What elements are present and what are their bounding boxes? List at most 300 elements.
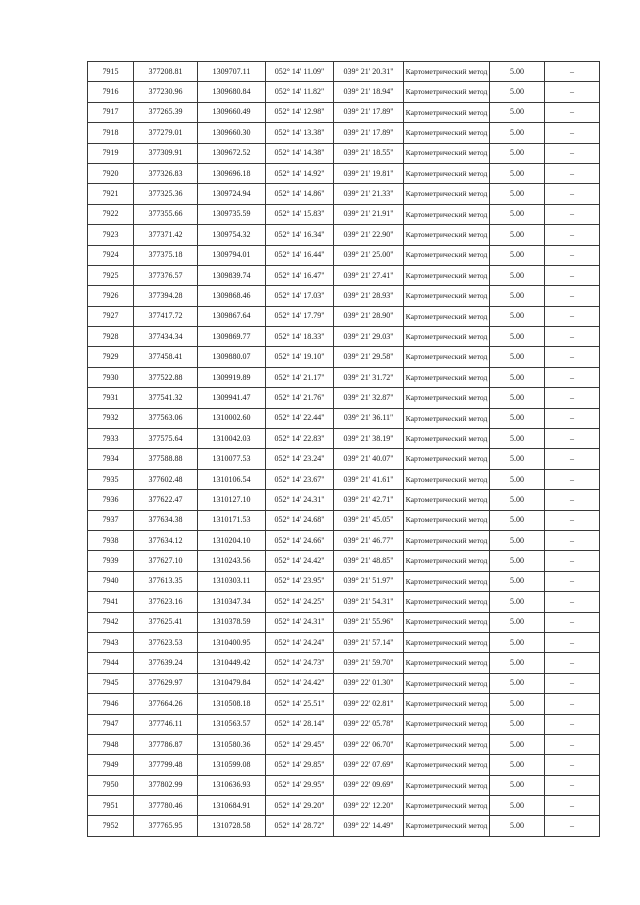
- longitude-cell: 039° 21' 45.05": [334, 510, 404, 530]
- y-coordinate-cell: 1310479.84: [198, 673, 266, 693]
- accuracy-cell: 5.00: [490, 694, 545, 714]
- accuracy-cell: 5.00: [490, 592, 545, 612]
- method-cell: Картометрический метод: [404, 734, 490, 754]
- x-coordinate-cell: 377309.91: [134, 143, 198, 163]
- point-number-cell: 7928: [88, 327, 134, 347]
- method-cell: Картометрический метод: [404, 306, 490, 326]
- table-row: [88, 469, 600, 489]
- coordinates-table-body: [88, 62, 600, 837]
- y-coordinate-cell: 1310042.03: [198, 429, 266, 449]
- accuracy-cell: 5.00: [490, 388, 545, 408]
- latitude-cell: 052° 14' 16.44": [266, 245, 334, 265]
- method-cell: Картометрический метод: [404, 510, 490, 530]
- latitude-cell: 052° 14' 17.03": [266, 286, 334, 306]
- latitude-cell: 052° 14' 19.10": [266, 347, 334, 367]
- latitude-cell: 052° 14' 25.51": [266, 694, 334, 714]
- longitude-cell: 039° 22' 01.30": [334, 673, 404, 693]
- description-cell: –: [545, 469, 600, 489]
- y-coordinate-cell: 1310636.93: [198, 775, 266, 795]
- point-number-cell: 7927: [88, 306, 134, 326]
- table-row: [88, 755, 600, 775]
- accuracy-cell: 5.00: [490, 632, 545, 652]
- latitude-cell: 052° 14' 24.42": [266, 551, 334, 571]
- table-row: [88, 327, 600, 347]
- table-row: [88, 388, 600, 408]
- method-cell: Картометрический метод: [404, 123, 490, 143]
- description-cell: –: [545, 204, 600, 224]
- accuracy-cell: 5.00: [490, 265, 545, 285]
- method-cell: Картометрический метод: [404, 816, 490, 836]
- x-coordinate-cell: 377634.38: [134, 510, 198, 530]
- method-cell: Картометрический метод: [404, 673, 490, 693]
- x-coordinate-cell: 377371.42: [134, 225, 198, 245]
- latitude-cell: 052° 14' 16.34": [266, 225, 334, 245]
- longitude-cell: 039° 21' 54.31": [334, 592, 404, 612]
- latitude-cell: 052° 14' 28.72": [266, 816, 334, 836]
- description-cell: –: [545, 184, 600, 204]
- table-row: [88, 510, 600, 530]
- method-cell: Картометрический метод: [404, 551, 490, 571]
- longitude-cell: 039° 22' 06.70": [334, 734, 404, 754]
- description-cell: –: [545, 265, 600, 285]
- method-cell: Картометрический метод: [404, 225, 490, 245]
- x-coordinate-cell: 377279.01: [134, 123, 198, 143]
- y-coordinate-cell: 1309868.46: [198, 286, 266, 306]
- table-row: [88, 449, 600, 469]
- longitude-cell: 039° 21' 55.96": [334, 612, 404, 632]
- latitude-cell: 052° 14' 13.38": [266, 123, 334, 143]
- longitude-cell: 039° 21' 27.41": [334, 265, 404, 285]
- point-number-cell: 7935: [88, 469, 134, 489]
- accuracy-cell: 5.00: [490, 673, 545, 693]
- x-coordinate-cell: 377786.87: [134, 734, 198, 754]
- y-coordinate-cell: 1310002.60: [198, 408, 266, 428]
- point-number-cell: 7944: [88, 653, 134, 673]
- x-coordinate-cell: 377230.96: [134, 82, 198, 102]
- accuracy-cell: 5.00: [490, 551, 545, 571]
- accuracy-cell: 5.00: [490, 245, 545, 265]
- longitude-cell: 039° 21' 25.00": [334, 245, 404, 265]
- longitude-cell: 039° 21' 36.11": [334, 408, 404, 428]
- y-coordinate-cell: 1310243.56: [198, 551, 266, 571]
- point-number-cell: 7942: [88, 612, 134, 632]
- accuracy-cell: 5.00: [490, 653, 545, 673]
- table-row: [88, 734, 600, 754]
- document-page: [87, 61, 599, 837]
- description-cell: –: [545, 163, 600, 183]
- point-number-cell: 7918: [88, 123, 134, 143]
- longitude-cell: 039° 21' 29.58": [334, 347, 404, 367]
- y-coordinate-cell: 1310204.10: [198, 530, 266, 550]
- y-coordinate-cell: 1310508.18: [198, 694, 266, 714]
- y-coordinate-cell: 1309919.89: [198, 367, 266, 387]
- longitude-cell: 039° 21' 19.81": [334, 163, 404, 183]
- y-coordinate-cell: 1309941.47: [198, 388, 266, 408]
- y-coordinate-cell: 1310599.08: [198, 755, 266, 775]
- accuracy-cell: 5.00: [490, 571, 545, 591]
- latitude-cell: 052° 14' 23.67": [266, 469, 334, 489]
- latitude-cell: 052° 14' 18.33": [266, 327, 334, 347]
- x-coordinate-cell: 377355.66: [134, 204, 198, 224]
- latitude-cell: 052° 14' 24.66": [266, 530, 334, 550]
- description-cell: –: [545, 82, 600, 102]
- method-cell: Картометрический метод: [404, 286, 490, 306]
- longitude-cell: 039° 21' 42.71": [334, 490, 404, 510]
- table-row: [88, 551, 600, 571]
- table-row: [88, 62, 600, 82]
- x-coordinate-cell: 377780.46: [134, 796, 198, 816]
- accuracy-cell: 5.00: [490, 347, 545, 367]
- description-cell: –: [545, 286, 600, 306]
- method-cell: Картометрический метод: [404, 143, 490, 163]
- latitude-cell: 052° 14' 24.24": [266, 632, 334, 652]
- point-number-cell: 7930: [88, 367, 134, 387]
- table-row: [88, 184, 600, 204]
- x-coordinate-cell: 377417.72: [134, 306, 198, 326]
- point-number-cell: 7924: [88, 245, 134, 265]
- accuracy-cell: 5.00: [490, 327, 545, 347]
- accuracy-cell: 5.00: [490, 449, 545, 469]
- accuracy-cell: 5.00: [490, 82, 545, 102]
- y-coordinate-cell: 1309660.49: [198, 102, 266, 122]
- latitude-cell: 052° 14' 28.14": [266, 714, 334, 734]
- method-cell: Картометрический метод: [404, 775, 490, 795]
- table-row: [88, 163, 600, 183]
- accuracy-cell: 5.00: [490, 143, 545, 163]
- y-coordinate-cell: 1309839.74: [198, 265, 266, 285]
- x-coordinate-cell: 377563.06: [134, 408, 198, 428]
- accuracy-cell: 5.00: [490, 490, 545, 510]
- table-row: [88, 653, 600, 673]
- description-cell: –: [545, 490, 600, 510]
- point-number-cell: 7932: [88, 408, 134, 428]
- latitude-cell: 052° 14' 23.24": [266, 449, 334, 469]
- description-cell: –: [545, 714, 600, 734]
- y-coordinate-cell: 1309794.01: [198, 245, 266, 265]
- method-cell: Картометрический метод: [404, 612, 490, 632]
- table-row: [88, 225, 600, 245]
- x-coordinate-cell: 377623.53: [134, 632, 198, 652]
- accuracy-cell: 5.00: [490, 429, 545, 449]
- method-cell: Картометрический метод: [404, 449, 490, 469]
- y-coordinate-cell: 1310728.58: [198, 816, 266, 836]
- table-row: [88, 204, 600, 224]
- point-number-cell: 7915: [88, 62, 134, 82]
- y-coordinate-cell: 1310303.11: [198, 571, 266, 591]
- method-cell: Картометрический метод: [404, 653, 490, 673]
- method-cell: Картометрический метод: [404, 796, 490, 816]
- x-coordinate-cell: 377375.18: [134, 245, 198, 265]
- method-cell: Картометрический метод: [404, 714, 490, 734]
- description-cell: –: [545, 530, 600, 550]
- x-coordinate-cell: 377394.28: [134, 286, 198, 306]
- y-coordinate-cell: 1310171.53: [198, 510, 266, 530]
- description-cell: –: [545, 225, 600, 245]
- method-cell: Картометрический метод: [404, 62, 490, 82]
- point-number-cell: 7934: [88, 449, 134, 469]
- y-coordinate-cell: 1309735.59: [198, 204, 266, 224]
- method-cell: Картометрический метод: [404, 184, 490, 204]
- point-number-cell: 7920: [88, 163, 134, 183]
- longitude-cell: 039° 21' 21.91": [334, 204, 404, 224]
- table-row: [88, 530, 600, 550]
- point-number-cell: 7948: [88, 734, 134, 754]
- longitude-cell: 039° 22' 05.78": [334, 714, 404, 734]
- x-coordinate-cell: 377602.48: [134, 469, 198, 489]
- y-coordinate-cell: 1309696.18: [198, 163, 266, 183]
- longitude-cell: 039° 22' 02.81": [334, 694, 404, 714]
- point-number-cell: 7936: [88, 490, 134, 510]
- description-cell: –: [545, 388, 600, 408]
- description-cell: –: [545, 734, 600, 754]
- latitude-cell: 052° 14' 29.20": [266, 796, 334, 816]
- table-row: [88, 612, 600, 632]
- point-number-cell: 7949: [88, 755, 134, 775]
- table-row: [88, 429, 600, 449]
- accuracy-cell: 5.00: [490, 163, 545, 183]
- point-number-cell: 7938: [88, 530, 134, 550]
- latitude-cell: 052° 14' 12.98": [266, 102, 334, 122]
- point-number-cell: 7925: [88, 265, 134, 285]
- description-cell: –: [545, 694, 600, 714]
- method-cell: Картометрический метод: [404, 469, 490, 489]
- longitude-cell: 039° 22' 07.69": [334, 755, 404, 775]
- table-row: [88, 632, 600, 652]
- table-row: [88, 367, 600, 387]
- latitude-cell: 052° 14' 22.83": [266, 429, 334, 449]
- latitude-cell: 052° 14' 11.82": [266, 82, 334, 102]
- x-coordinate-cell: 377613.35: [134, 571, 198, 591]
- description-cell: –: [545, 592, 600, 612]
- latitude-cell: 052° 14' 24.31": [266, 490, 334, 510]
- longitude-cell: 039° 21' 40.07": [334, 449, 404, 469]
- x-coordinate-cell: 377623.16: [134, 592, 198, 612]
- latitude-cell: 052° 14' 29.85": [266, 755, 334, 775]
- method-cell: Картометрический метод: [404, 388, 490, 408]
- method-cell: Картометрический метод: [404, 367, 490, 387]
- point-number-cell: 7940: [88, 571, 134, 591]
- accuracy-cell: 5.00: [490, 62, 545, 82]
- accuracy-cell: 5.00: [490, 775, 545, 795]
- x-coordinate-cell: 377434.34: [134, 327, 198, 347]
- latitude-cell: 052° 14' 24.31": [266, 612, 334, 632]
- table-row: [88, 592, 600, 612]
- method-cell: Картометрический метод: [404, 408, 490, 428]
- longitude-cell: 039° 21' 38.19": [334, 429, 404, 449]
- y-coordinate-cell: 1309724.94: [198, 184, 266, 204]
- y-coordinate-cell: 1310378.59: [198, 612, 266, 632]
- method-cell: Картометрический метод: [404, 694, 490, 714]
- y-coordinate-cell: 1310077.53: [198, 449, 266, 469]
- accuracy-cell: 5.00: [490, 714, 545, 734]
- table-row: [88, 490, 600, 510]
- longitude-cell: 039° 21' 32.87": [334, 388, 404, 408]
- x-coordinate-cell: 377765.95: [134, 816, 198, 836]
- longitude-cell: 039° 22' 09.69": [334, 775, 404, 795]
- point-number-cell: 7951: [88, 796, 134, 816]
- longitude-cell: 039° 21' 18.55": [334, 143, 404, 163]
- description-cell: –: [545, 612, 600, 632]
- point-number-cell: 7922: [88, 204, 134, 224]
- description-cell: –: [545, 632, 600, 652]
- x-coordinate-cell: 377639.24: [134, 653, 198, 673]
- longitude-cell: 039° 21' 20.31": [334, 62, 404, 82]
- method-cell: Картометрический метод: [404, 490, 490, 510]
- y-coordinate-cell: 1309672.52: [198, 143, 266, 163]
- table-row: [88, 306, 600, 326]
- x-coordinate-cell: 377799.48: [134, 755, 198, 775]
- description-cell: –: [545, 245, 600, 265]
- description-cell: –: [545, 816, 600, 836]
- x-coordinate-cell: 377522.88: [134, 367, 198, 387]
- accuracy-cell: 5.00: [490, 510, 545, 530]
- point-number-cell: 7945: [88, 673, 134, 693]
- point-number-cell: 7917: [88, 102, 134, 122]
- table-row: [88, 347, 600, 367]
- point-number-cell: 7939: [88, 551, 134, 571]
- method-cell: Картометрический метод: [404, 592, 490, 612]
- latitude-cell: 052° 14' 15.83": [266, 204, 334, 224]
- table-row: [88, 245, 600, 265]
- table-row: [88, 265, 600, 285]
- accuracy-cell: 5.00: [490, 796, 545, 816]
- point-number-cell: 7921: [88, 184, 134, 204]
- longitude-cell: 039° 21' 41.61": [334, 469, 404, 489]
- table-row: [88, 714, 600, 734]
- method-cell: Картометрический метод: [404, 245, 490, 265]
- table-row: [88, 673, 600, 693]
- coordinates-table: [87, 61, 600, 837]
- latitude-cell: 052° 14' 22.44": [266, 408, 334, 428]
- x-coordinate-cell: 377588.88: [134, 449, 198, 469]
- longitude-cell: 039° 21' 28.90": [334, 306, 404, 326]
- accuracy-cell: 5.00: [490, 755, 545, 775]
- accuracy-cell: 5.00: [490, 408, 545, 428]
- description-cell: –: [545, 367, 600, 387]
- x-coordinate-cell: 377326.83: [134, 163, 198, 183]
- accuracy-cell: 5.00: [490, 102, 545, 122]
- latitude-cell: 052° 14' 24.42": [266, 673, 334, 693]
- method-cell: Картометрический метод: [404, 429, 490, 449]
- table-row: [88, 408, 600, 428]
- point-number-cell: 7933: [88, 429, 134, 449]
- accuracy-cell: 5.00: [490, 286, 545, 306]
- accuracy-cell: 5.00: [490, 306, 545, 326]
- latitude-cell: 052° 14' 29.45": [266, 734, 334, 754]
- y-coordinate-cell: 1309680.84: [198, 82, 266, 102]
- description-cell: –: [545, 62, 600, 82]
- point-number-cell: 7929: [88, 347, 134, 367]
- method-cell: Картометрический метод: [404, 265, 490, 285]
- longitude-cell: 039° 21' 22.90": [334, 225, 404, 245]
- point-number-cell: 7950: [88, 775, 134, 795]
- latitude-cell: 052° 14' 21.17": [266, 367, 334, 387]
- method-cell: Картометрический метод: [404, 530, 490, 550]
- x-coordinate-cell: 377541.32: [134, 388, 198, 408]
- point-number-cell: 7916: [88, 82, 134, 102]
- y-coordinate-cell: 1309867.64: [198, 306, 266, 326]
- longitude-cell: 039° 21' 21.33": [334, 184, 404, 204]
- latitude-cell: 052° 14' 14.86": [266, 184, 334, 204]
- x-coordinate-cell: 377622.47: [134, 490, 198, 510]
- description-cell: –: [545, 673, 600, 693]
- x-coordinate-cell: 377627.10: [134, 551, 198, 571]
- x-coordinate-cell: 377575.64: [134, 429, 198, 449]
- longitude-cell: 039° 21' 59.70": [334, 653, 404, 673]
- y-coordinate-cell: 1309880.07: [198, 347, 266, 367]
- latitude-cell: 052° 14' 17.79": [266, 306, 334, 326]
- y-coordinate-cell: 1310580.36: [198, 734, 266, 754]
- longitude-cell: 039° 21' 17.89": [334, 123, 404, 143]
- description-cell: –: [545, 775, 600, 795]
- method-cell: Картометрический метод: [404, 571, 490, 591]
- longitude-cell: 039° 21' 18.94": [334, 82, 404, 102]
- method-cell: Картометрический метод: [404, 327, 490, 347]
- point-number-cell: 7923: [88, 225, 134, 245]
- latitude-cell: 052° 14' 14.92": [266, 163, 334, 183]
- y-coordinate-cell: 1309707.11: [198, 62, 266, 82]
- latitude-cell: 052° 14' 24.25": [266, 592, 334, 612]
- description-cell: –: [545, 347, 600, 367]
- longitude-cell: 039° 21' 46.77": [334, 530, 404, 550]
- x-coordinate-cell: 377629.97: [134, 673, 198, 693]
- point-number-cell: 7937: [88, 510, 134, 530]
- accuracy-cell: 5.00: [490, 204, 545, 224]
- longitude-cell: 039° 21' 48.85": [334, 551, 404, 571]
- description-cell: –: [545, 123, 600, 143]
- description-cell: –: [545, 755, 600, 775]
- description-cell: –: [545, 449, 600, 469]
- x-coordinate-cell: 377664.26: [134, 694, 198, 714]
- y-coordinate-cell: 1310106.54: [198, 469, 266, 489]
- x-coordinate-cell: 377325.36: [134, 184, 198, 204]
- description-cell: –: [545, 143, 600, 163]
- latitude-cell: 052° 14' 21.76": [266, 388, 334, 408]
- latitude-cell: 052° 14' 24.73": [266, 653, 334, 673]
- x-coordinate-cell: 377458.41: [134, 347, 198, 367]
- table-row: [88, 816, 600, 836]
- table-row: [88, 143, 600, 163]
- table-row: [88, 796, 600, 816]
- y-coordinate-cell: 1310449.42: [198, 653, 266, 673]
- x-coordinate-cell: 377802.99: [134, 775, 198, 795]
- point-number-cell: 7946: [88, 694, 134, 714]
- table-row: [88, 694, 600, 714]
- description-cell: –: [545, 429, 600, 449]
- y-coordinate-cell: 1309754.32: [198, 225, 266, 245]
- y-coordinate-cell: 1310684.91: [198, 796, 266, 816]
- longitude-cell: 039° 22' 12.20": [334, 796, 404, 816]
- point-number-cell: 7931: [88, 388, 134, 408]
- table-row: [88, 775, 600, 795]
- description-cell: –: [545, 408, 600, 428]
- table-row: [88, 571, 600, 591]
- description-cell: –: [545, 327, 600, 347]
- table-row: [88, 123, 600, 143]
- latitude-cell: 052° 14' 14.38": [266, 143, 334, 163]
- method-cell: Картометрический метод: [404, 82, 490, 102]
- longitude-cell: 039° 21' 29.03": [334, 327, 404, 347]
- method-cell: Картометрический метод: [404, 204, 490, 224]
- latitude-cell: 052° 14' 29.95": [266, 775, 334, 795]
- method-cell: Картометрический метод: [404, 102, 490, 122]
- table-row: [88, 82, 600, 102]
- accuracy-cell: 5.00: [490, 469, 545, 489]
- y-coordinate-cell: 1310127.10: [198, 490, 266, 510]
- x-coordinate-cell: 377208.81: [134, 62, 198, 82]
- longitude-cell: 039° 21' 31.72": [334, 367, 404, 387]
- description-cell: –: [545, 653, 600, 673]
